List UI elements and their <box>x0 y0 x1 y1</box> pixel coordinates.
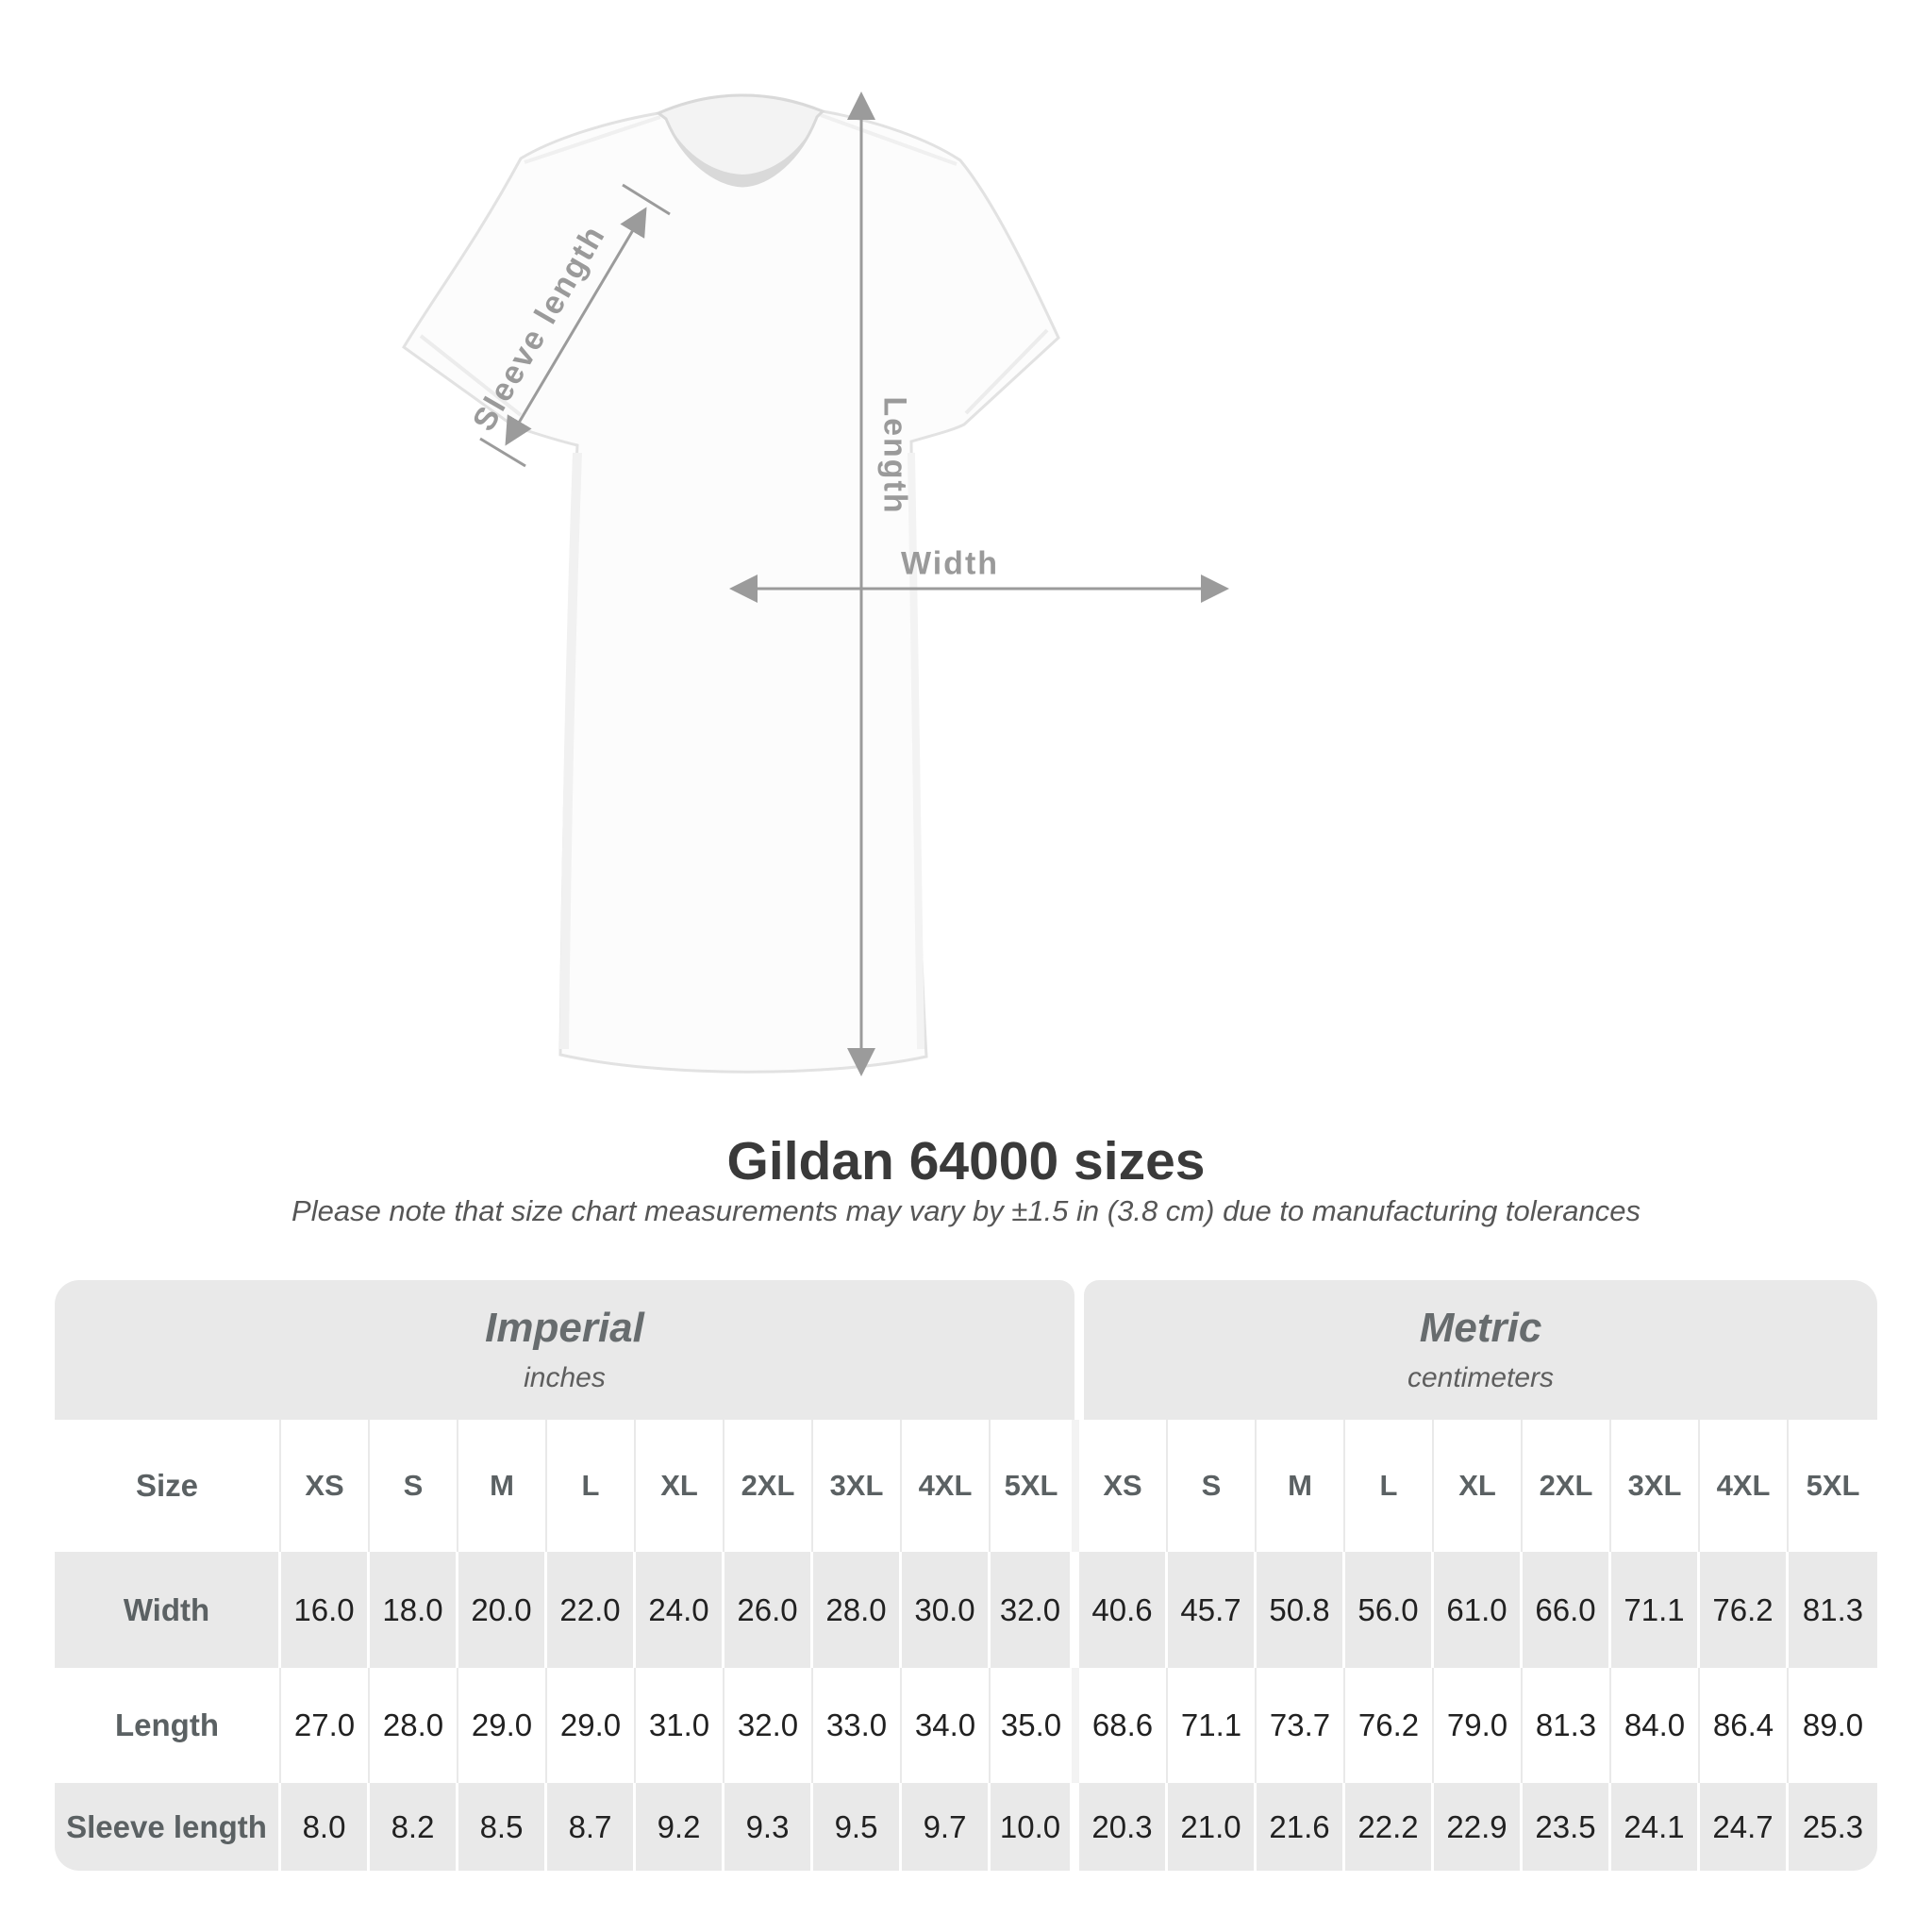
table-cell: 22.9 <box>1434 1783 1523 1871</box>
size-col-header: S <box>1168 1420 1257 1552</box>
table-cell: 8.5 <box>458 1783 547 1871</box>
size-col-header: 3XL <box>813 1420 902 1552</box>
table-cell: 8.2 <box>370 1783 458 1871</box>
table-cell: 66.0 <box>1523 1552 1611 1668</box>
table-cell: 34.0 <box>902 1668 991 1783</box>
size-table <box>55 1280 1877 1871</box>
length-label: Length <box>876 396 913 515</box>
table-cell: 30.0 <box>902 1552 991 1668</box>
table-row-width <box>55 1552 1877 1668</box>
size-col-header: 2XL <box>724 1420 813 1552</box>
metric-group-card <box>1084 1280 1877 1420</box>
imperial-group-card <box>55 1280 1074 1420</box>
table-cell: 81.3 <box>1802 1591 1864 1627</box>
table-cell: 9.3 <box>724 1783 813 1871</box>
unit-group-header <box>55 1280 1877 1420</box>
tolerance-note: Please note that size chart measurements may vary by ±1.5 in (3.8 cm) due to manufacturing tolerances <box>291 1194 1641 1227</box>
table-cell: 33.0 <box>813 1668 902 1783</box>
table-cell: 21.0 <box>1168 1783 1257 1871</box>
table-cell: 79.0 <box>1434 1668 1523 1783</box>
table-cell: 9.2 <box>636 1783 724 1871</box>
table-cell: 32.0 <box>991 1552 1079 1668</box>
table-cell: 86.4 <box>1700 1668 1789 1783</box>
size-col-header: 4XL <box>1700 1420 1789 1552</box>
table-cell: 28.0 <box>370 1668 458 1783</box>
size-col-header: XL <box>636 1420 724 1552</box>
table-cell: 31.0 <box>636 1668 724 1783</box>
table-cell: 9.5 <box>813 1783 902 1871</box>
table-cell: 29.0 <box>547 1668 636 1783</box>
table-cell: 24.7 <box>1700 1783 1789 1871</box>
table-cell: 18.0 <box>370 1552 458 1668</box>
table-cell: 81.3 <box>1523 1668 1611 1783</box>
table-cell: 50.8 <box>1257 1552 1345 1668</box>
table-cell: 23.5 <box>1523 1783 1611 1871</box>
table-cell: 10.0 <box>991 1783 1079 1871</box>
size-header-row <box>55 1420 1877 1552</box>
table-cell: 29.0 <box>458 1668 547 1783</box>
table-cell: 20.3 <box>1079 1783 1168 1871</box>
table-cell: 61.0 <box>1434 1552 1523 1668</box>
table-cell: 28.0 <box>813 1552 902 1668</box>
table-cell: 73.7 <box>1257 1668 1345 1783</box>
table-cell: 84.0 <box>1611 1668 1700 1783</box>
table-cell: 8.7 <box>547 1783 636 1871</box>
size-col-header: 4XL <box>902 1420 991 1552</box>
imperial-group-unit: inches <box>524 1362 606 1393</box>
width-label: Width <box>900 545 1000 582</box>
table-cell: 32.0 <box>724 1668 813 1783</box>
table-cell: 76.2 <box>1345 1668 1434 1783</box>
table-cell: 89.0 <box>1802 1707 1864 1742</box>
size-col-header: M <box>458 1420 547 1552</box>
table-cell: 45.7 <box>1168 1552 1257 1668</box>
table-row-length <box>55 1668 1877 1783</box>
table-cell: 71.1 <box>1168 1668 1257 1783</box>
size-col-header: M <box>1257 1420 1345 1552</box>
size-header-label: Size <box>55 1420 281 1552</box>
page-title: Gildan 64000 sizes <box>726 1131 1206 1191</box>
imperial-group-title: Imperial <box>485 1305 644 1351</box>
table-cell: 20.0 <box>458 1552 547 1668</box>
size-col-header: XL <box>1434 1420 1523 1552</box>
sleeve-length-label: Sleeve length <box>465 219 613 438</box>
table-cell: 22.0 <box>547 1552 636 1668</box>
table-row-sleeve-length <box>55 1783 1877 1871</box>
table-cell: 27.0 <box>281 1668 370 1783</box>
size-col-header: S <box>370 1420 458 1552</box>
table-cell: 26.0 <box>724 1552 813 1668</box>
table-cell: 24.1 <box>1611 1783 1700 1871</box>
table-cell: 24.0 <box>636 1552 724 1668</box>
metric-group-unit: centimeters <box>1407 1362 1555 1393</box>
table-cell: 8.0 <box>281 1783 370 1871</box>
row-label-sleeve-length: Sleeve length <box>55 1783 281 1871</box>
table-cell: 9.7 <box>902 1783 991 1871</box>
size-col-header: L <box>547 1420 636 1552</box>
size-col-header: 2XL <box>1523 1420 1611 1552</box>
table-cell: 56.0 <box>1345 1552 1434 1668</box>
row-label-length: Length <box>55 1668 281 1783</box>
table-cell: 35.0 <box>991 1668 1079 1783</box>
metric-group-title: Metric <box>1419 1305 1542 1351</box>
table-cell: 16.0 <box>281 1552 370 1668</box>
table-cell: 40.6 <box>1079 1552 1168 1668</box>
size-col-header: 5XL <box>991 1420 1079 1552</box>
tshirt-shape <box>404 95 1058 1072</box>
row-label-width: Width <box>55 1552 281 1668</box>
sleeve-cap-bottom <box>480 439 525 466</box>
table-cell: 68.6 <box>1079 1668 1168 1783</box>
table-cell: 22.2 <box>1345 1783 1434 1871</box>
size-col-header: XS <box>281 1420 370 1552</box>
size-col-header: XS <box>1079 1420 1168 1552</box>
table-cell: 21.6 <box>1257 1783 1345 1871</box>
size-col-header: 3XL <box>1611 1420 1700 1552</box>
size-col-header: L <box>1345 1420 1434 1552</box>
table-cell: 71.1 <box>1611 1552 1700 1668</box>
table-cell: 76.2 <box>1700 1552 1789 1668</box>
table-cell: 25.3 <box>1802 1808 1864 1844</box>
size-col-header: 5XL <box>1806 1469 1860 1502</box>
